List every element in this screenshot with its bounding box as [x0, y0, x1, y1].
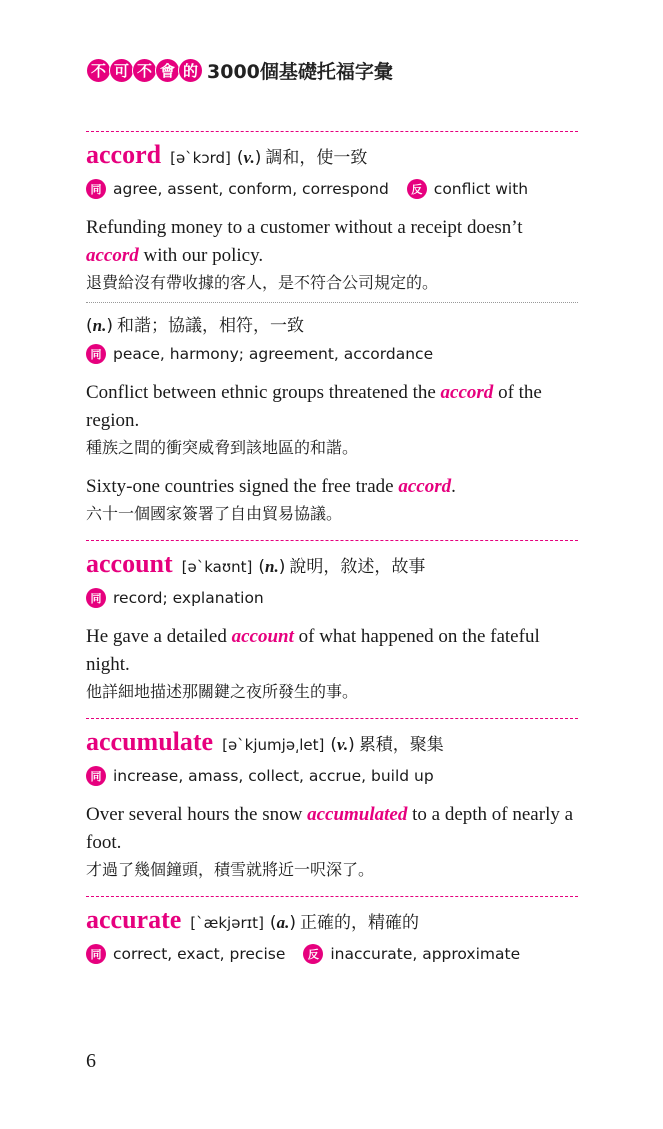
synonym-icon: 同 — [86, 944, 106, 964]
example-text: Over several hours the snow — [86, 804, 308, 825]
pronunciation: [ə`kjumjə͵let] — [222, 736, 325, 754]
sense-block — [86, 727, 578, 883]
antonym-icon: 反 — [407, 179, 427, 199]
example-text: Refunding money to a customer without a receipt doesn’t — [86, 217, 523, 238]
vocab-entry — [86, 540, 578, 705]
badge-char: 不 — [86, 58, 111, 83]
example-text: He gave a detailed — [86, 626, 232, 647]
example-english — [86, 801, 578, 857]
chinese-gloss: 正確的，精確的 — [299, 913, 419, 933]
example-text: of the region. — [86, 382, 542, 431]
sense-headline — [86, 311, 578, 339]
sense-block — [86, 905, 578, 967]
synonym-row — [86, 176, 578, 202]
example-block — [86, 379, 578, 461]
example-text: of what happened on the fateful night. — [86, 626, 540, 675]
vocab-entry — [86, 718, 578, 883]
headword: accumulate — [86, 727, 214, 756]
example-block — [86, 473, 578, 527]
pronunciation: [ə`kaʊnt] — [181, 558, 253, 576]
synonym-row — [86, 585, 578, 611]
example-english — [86, 473, 578, 501]
pos-open-paren: ( — [269, 913, 277, 933]
pos-open-paren: ( — [86, 316, 93, 336]
highlighted-headword: accord — [398, 476, 452, 497]
example-text: to a depth of nearly a foot. — [86, 804, 574, 853]
example-english — [86, 623, 578, 679]
highlighted-headword: account — [231, 626, 294, 647]
example-block — [86, 623, 578, 705]
badge-char: 不 — [132, 58, 157, 83]
part-of-speech: a. — [276, 913, 290, 932]
example-chinese: 種族之間的衝突威脅到該地區的和諧。 — [86, 438, 359, 457]
synonym-row — [86, 341, 578, 367]
entry-headline — [86, 905, 578, 939]
sense-block — [86, 549, 578, 705]
vocab-entry — [86, 131, 578, 527]
synonym-list: peace, harmony; agreement, accordance — [113, 345, 434, 363]
sense-block — [86, 302, 578, 527]
synonym-list: increase, amass, collect, accrue, build up — [113, 767, 434, 785]
example-chinese: 六十一個國家簽署了自由貿易協議。 — [86, 504, 343, 523]
synonym-icon: 同 — [86, 588, 106, 608]
example-chinese: 退費給沒有帶收據的客人，是不符合公司規定的。 — [86, 273, 439, 292]
page-header — [86, 55, 393, 85]
antonym-list: conflict with — [433, 180, 529, 198]
part-of-speech: n. — [265, 557, 279, 576]
chinese-gloss: 說明，敘述，故事 — [289, 557, 426, 577]
synonym-icon: 同 — [86, 766, 106, 786]
headword: accurate — [86, 905, 182, 934]
chinese-gloss: 累積，聚集 — [358, 735, 444, 755]
example-chinese: 才過了幾個鐘頭，積雪就將近一呎深了。 — [86, 860, 375, 879]
example-chinese: 他詳細地描述那關鍵之夜所發生的事。 — [86, 682, 359, 701]
synonym-row — [86, 941, 578, 967]
entry-headline — [86, 549, 578, 583]
pos-open-paren: ( — [330, 735, 337, 755]
headword: accord — [86, 140, 162, 169]
pronunciation: [ə`kɔrd] — [170, 149, 231, 167]
pos-close-paren: ) — [106, 316, 113, 336]
chinese-gloss: 和諧；協議，相符，一致 — [117, 316, 304, 336]
badge-char: 可 — [109, 58, 134, 83]
book-title: 3000個基礎托福字彙 — [207, 60, 393, 83]
highlighted-headword: accumulated — [307, 804, 408, 825]
entry-headline — [86, 140, 578, 174]
vocab-entry — [86, 896, 578, 967]
badge-char: 的 — [178, 58, 203, 83]
highlighted-headword: accord — [86, 245, 139, 266]
entry-headline — [86, 727, 578, 761]
part-of-speech: v. — [243, 148, 255, 167]
antonym-list: inaccurate, approximate — [330, 945, 521, 963]
part-of-speech: n. — [92, 316, 107, 335]
headword: account — [86, 549, 173, 578]
example-english — [86, 379, 578, 435]
vocabulary-list — [86, 131, 578, 980]
example-text: Sixty-one countries signed the free trade — [86, 476, 399, 497]
synonym-icon: 同 — [86, 179, 106, 199]
page-number: 6 — [86, 1050, 96, 1072]
pos-open-paren: ( — [258, 557, 266, 577]
example-text: Conflict between ethnic groups threatened the — [86, 382, 441, 403]
example-text: with our policy. — [138, 245, 264, 266]
synonym-icon: 同 — [86, 344, 106, 364]
pos-close-paren: ) — [278, 557, 286, 577]
synonym-list: agree, assent, conform, correspond — [113, 180, 389, 198]
example-block — [86, 214, 578, 296]
synonym-list: record; explanation — [113, 589, 264, 607]
part-of-speech: v. — [337, 735, 349, 754]
antonym-group — [285, 944, 520, 964]
sense-block — [86, 140, 578, 296]
highlighted-headword: accord — [440, 382, 494, 403]
badge-char: 會 — [155, 58, 180, 83]
example-block — [86, 801, 578, 883]
antonym-group — [389, 179, 528, 199]
pos-open-paren: ( — [236, 148, 244, 168]
example-english — [86, 214, 578, 270]
antonym-icon: 反 — [303, 944, 323, 964]
pos-close-paren: ) — [289, 913, 296, 933]
pos-close-paren: ) — [348, 735, 355, 755]
series-badge — [86, 58, 201, 83]
chinese-gloss: 調和，使一致 — [265, 148, 368, 168]
synonym-row — [86, 763, 578, 789]
pronunciation: [`ækjərɪt] — [190, 914, 264, 932]
pos-close-paren: ) — [254, 148, 262, 168]
example-text: . — [451, 476, 456, 497]
synonym-list: correct, exact, precise — [113, 945, 286, 963]
